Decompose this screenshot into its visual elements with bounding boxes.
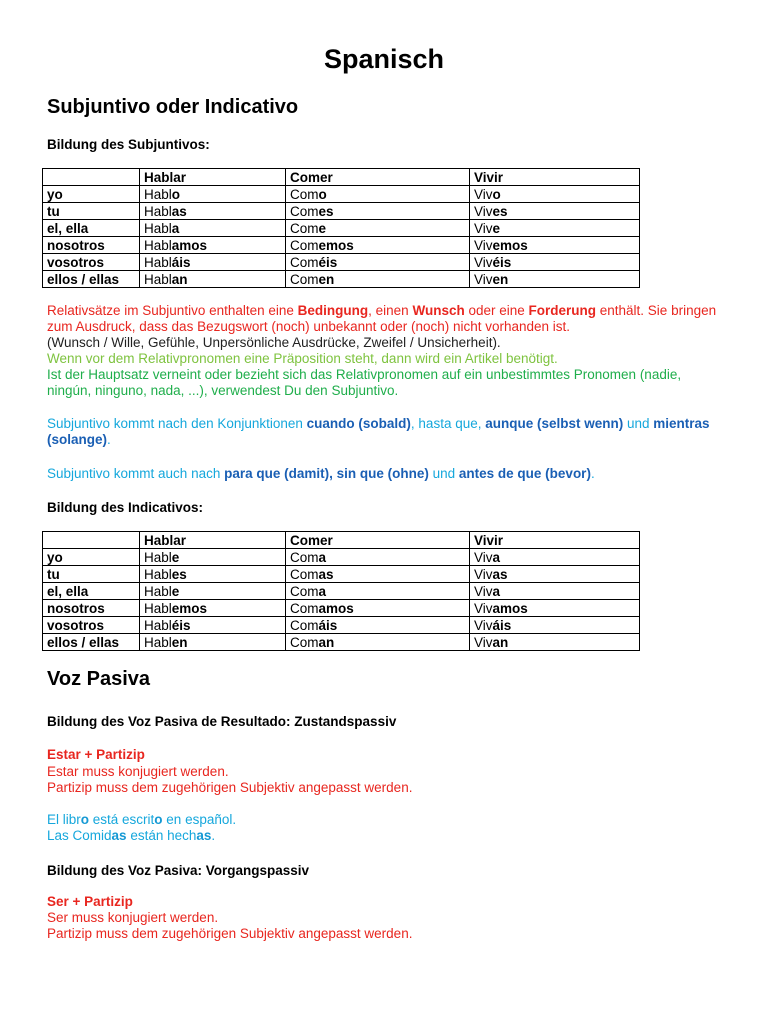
verb-stem: Com (290, 600, 319, 616)
verb-stem: Habl (144, 549, 172, 565)
subjuntivo-table (42, 168, 640, 288)
pronoun-cell: yo (43, 186, 140, 203)
verb-ending: emos (492, 237, 528, 253)
ser-formula: Ser + Partizip (47, 894, 133, 909)
keyword-forderung: Forderung (528, 303, 597, 318)
table-row (43, 634, 640, 651)
verb-stem: Viv (474, 634, 493, 650)
verb-stem: Com (290, 220, 319, 236)
verb-stem: Habl (144, 271, 172, 287)
verneint-note: Ist der Hauptsatz verneint oder bezieht sich das Relativpronomen auf ein unbestimmtes Pronomen (nadie, ningún, ninguno, nada, ...), verwendest Du den Subjuntivo. (47, 367, 682, 398)
verb-ending: as (318, 566, 334, 582)
table-row (43, 271, 640, 288)
verb-ending: e (171, 549, 180, 565)
conjugation-cell (470, 254, 640, 271)
verb-stem: Com (290, 271, 319, 287)
table-row (43, 583, 640, 600)
table-row (43, 549, 640, 566)
subjuntivo-table-label: Bildung des Subjuntivos: (47, 137, 210, 152)
header-cell: Vivir (470, 532, 640, 549)
praeposition-note: Wenn vor dem Relativpronomen eine Präposition steht, dann wird ein Artikel benötigt. (47, 351, 558, 366)
verb-ending: an (492, 634, 509, 650)
table-row (43, 220, 640, 237)
conjugation-cell (470, 566, 640, 583)
verb-stem: Viv (474, 186, 493, 202)
conjugation-cell (140, 634, 286, 651)
verb-stem: Com (290, 203, 319, 219)
verb-stem: Com (290, 617, 319, 633)
conjugation-cell (286, 203, 470, 220)
header-cell: Comer (286, 532, 470, 549)
verb-stem: Viv (474, 566, 493, 582)
verb-stem: Viv (474, 600, 493, 616)
resultado-label: Bildung des Voz Pasiva de Resultado: Zustandspassiv (47, 714, 397, 729)
conjugation-cell (286, 271, 470, 288)
conjugation-cell (140, 237, 286, 254)
conjugation-cell (470, 634, 640, 651)
conjugation-cell (286, 220, 470, 237)
conjugation-cell (470, 600, 640, 617)
indicativo-table (42, 531, 640, 651)
verb-stem: Com (290, 566, 319, 582)
wunsch-list-line: (Wunsch / Wille, Gefühle, Unpersönliche Ausdrücke, Zweifel / Unsicherheit). (47, 335, 501, 350)
table-row (43, 254, 640, 271)
verb-ending: áis (492, 617, 512, 633)
section-heading-voz-pasiva: Voz Pasiva (47, 668, 151, 690)
pronoun-cell: tu (43, 566, 140, 583)
verb-ending: as (171, 203, 187, 219)
keyword-antes-de-que: antes de que (bevor) (458, 466, 591, 481)
verb-ending: es (318, 203, 334, 219)
verb-ending: as (492, 566, 508, 582)
verb-ending: a (171, 220, 180, 236)
conjugation-cell (286, 566, 470, 583)
table-header-row (43, 532, 640, 549)
conjugation-cell (286, 549, 470, 566)
conjugation-cell (286, 600, 470, 617)
table-row (43, 203, 640, 220)
verb-ending: áis (318, 617, 338, 633)
table-row (43, 617, 640, 634)
conjugation-cell (140, 600, 286, 617)
pronoun-cell: yo (43, 549, 140, 566)
conjugation-cell (140, 566, 286, 583)
keyword-mientras: mientras (solange) (47, 416, 710, 447)
verb-stem: Com (290, 186, 319, 202)
verb-stem: Com (290, 634, 319, 650)
verb-stem: Com (290, 549, 319, 565)
example-libro: El libro está escrito en español. (47, 812, 237, 827)
verb-ending: o (171, 186, 181, 202)
verb-ending: amos (492, 600, 528, 616)
verb-stem: Viv (474, 237, 493, 253)
keyword-bedingung: Bedingung (297, 303, 369, 318)
verb-ending: a (492, 583, 501, 599)
pronoun-cell: el, ella (43, 583, 140, 600)
verb-ending: en (492, 271, 509, 287)
conjugation-cell (470, 549, 640, 566)
conjugation-cell (470, 617, 640, 634)
relativsaetze-paragraph: Relativsätze im Subjuntivo enthalten eine Bedingung, einen Wunsch oder eine Forderung enthält. Sie bringen zum Ausdruck, dass das Bezugswort (noch) unbekannt oder (noch) nicht vorhanden ist. (47, 303, 717, 334)
verb-ending: e (492, 220, 501, 236)
verb-stem: Viv (474, 549, 493, 565)
table-row (43, 600, 640, 617)
verb-stem: Habl (144, 566, 172, 582)
verb-ending: o (492, 186, 501, 202)
verb-ending: emos (318, 237, 354, 253)
conjugation-cell (470, 271, 640, 288)
indicativo-table-label: Bildung des Indicativos: (47, 500, 204, 515)
conjugation-cell (140, 254, 286, 271)
conjugation-cell (470, 186, 640, 203)
verb-stem: Viv (474, 583, 493, 599)
ser-rule-2: Partizip muss dem zugehörigen Subjektiv angepasst werden. (47, 926, 413, 941)
verb-ending: en (171, 634, 188, 650)
verb-stem: Habl (144, 186, 172, 202)
pronoun-cell: vosotros (43, 617, 140, 634)
verb-stem: Habl (144, 220, 172, 236)
konjunktionen-paragraph: Subjuntivo kommt nach den Konjunktionen cuando (sobald), hasta que, aunque (selbst wenn) und mientras (solange). (47, 416, 710, 447)
conjugation-cell (140, 549, 286, 566)
keyword-aunque: aunque (selbst wenn) (485, 416, 624, 431)
verb-ending: e (318, 220, 327, 236)
conjugation-cell (140, 271, 286, 288)
verb-stem: Habl (144, 600, 172, 616)
keyword-para-que: para que (damit), sin que (ohne) (224, 466, 429, 481)
conjugation-cell (470, 583, 640, 600)
conjugation-cell (286, 254, 470, 271)
conjugation-cell (286, 583, 470, 600)
verb-stem: Com (290, 583, 319, 599)
section-heading-subjuntivo: Subjuntivo oder Indicativo (47, 96, 299, 118)
header-cell (43, 532, 140, 549)
table-header-row (43, 169, 640, 186)
verb-ending: es (492, 203, 508, 219)
verb-ending: a (318, 549, 327, 565)
verb-stem: Habl (144, 617, 172, 633)
verb-stem: Habl (144, 634, 172, 650)
pronoun-cell: tu (43, 203, 140, 220)
pronoun-cell: el, ella (43, 220, 140, 237)
verb-ending: éis (318, 254, 338, 270)
verb-ending: áis (171, 254, 191, 270)
estar-rule-1: Estar muss konjugiert werden. (47, 764, 229, 779)
header-cell: Vivir (470, 169, 640, 186)
verb-ending: éis (171, 617, 191, 633)
verb-ending: amos (171, 237, 208, 253)
verb-ending: es (171, 566, 187, 582)
conjugation-cell (470, 203, 640, 220)
pronoun-cell: nosotros (43, 237, 140, 254)
verb-stem: Viv (474, 271, 493, 287)
table-row (43, 237, 640, 254)
verb-stem: Viv (474, 617, 493, 633)
verb-ending: an (171, 271, 188, 287)
header-cell: Hablar (140, 532, 286, 549)
verb-stem: Com (290, 237, 319, 253)
ser-rule-1: Ser muss konjugiert werden. (47, 910, 219, 925)
verb-ending: a (492, 549, 501, 565)
verb-ending: en (318, 271, 335, 287)
conjugation-cell (286, 634, 470, 651)
para-que-paragraph: Subjuntivo kommt auch nach para que (damit), sin que (ohne) und antes de que (bevor). (47, 466, 595, 481)
pronoun-cell: ellos / ellas (43, 634, 140, 651)
verb-stem: Viv (474, 254, 493, 270)
page-title: Spanisch (323, 44, 445, 74)
verb-stem: Habl (144, 237, 172, 253)
verb-ending: éis (492, 254, 512, 270)
pronoun-cell: ellos / ellas (43, 271, 140, 288)
verb-ending: o (318, 186, 327, 202)
keyword-cuando: cuando (sobald) (306, 416, 411, 431)
header-cell: Hablar (140, 169, 286, 186)
table-row (43, 566, 640, 583)
header-cell (43, 169, 140, 186)
conjugation-cell (140, 186, 286, 203)
vorgangspassiv-label: Bildung des Voz Pasiva: Vorgangspassiv (47, 863, 310, 878)
verb-stem: Com (290, 254, 319, 270)
conjugation-cell (286, 186, 470, 203)
verb-stem: Habl (144, 203, 172, 219)
conjugation-cell (140, 583, 286, 600)
verb-ending: amos (318, 600, 354, 616)
conjugation-cell (140, 220, 286, 237)
conjugation-cell (470, 220, 640, 237)
verb-ending: an (318, 634, 335, 650)
pronoun-cell: nosotros (43, 600, 140, 617)
estar-rule-2: Partizip muss dem zugehörigen Subjektiv angepasst werden. (47, 780, 413, 795)
conjugation-cell (140, 203, 286, 220)
estar-formula: Estar + Partizip (47, 747, 145, 762)
example-comidas: Las Comidas están hechas. (47, 828, 216, 843)
table-row (43, 186, 640, 203)
verb-stem: Habl (144, 254, 172, 270)
keyword-wunsch: Wunsch (412, 303, 465, 318)
verb-stem: Viv (474, 203, 493, 219)
conjugation-cell (140, 617, 286, 634)
conjugation-cell (470, 237, 640, 254)
verb-ending: a (318, 583, 327, 599)
verb-ending: emos (171, 600, 208, 616)
verb-stem: Habl (144, 583, 172, 599)
conjugation-cell (286, 237, 470, 254)
verb-stem: Viv (474, 220, 493, 236)
verb-ending: e (171, 583, 180, 599)
pronoun-cell: vosotros (43, 254, 140, 271)
header-cell: Comer (286, 169, 470, 186)
conjugation-cell (286, 617, 470, 634)
